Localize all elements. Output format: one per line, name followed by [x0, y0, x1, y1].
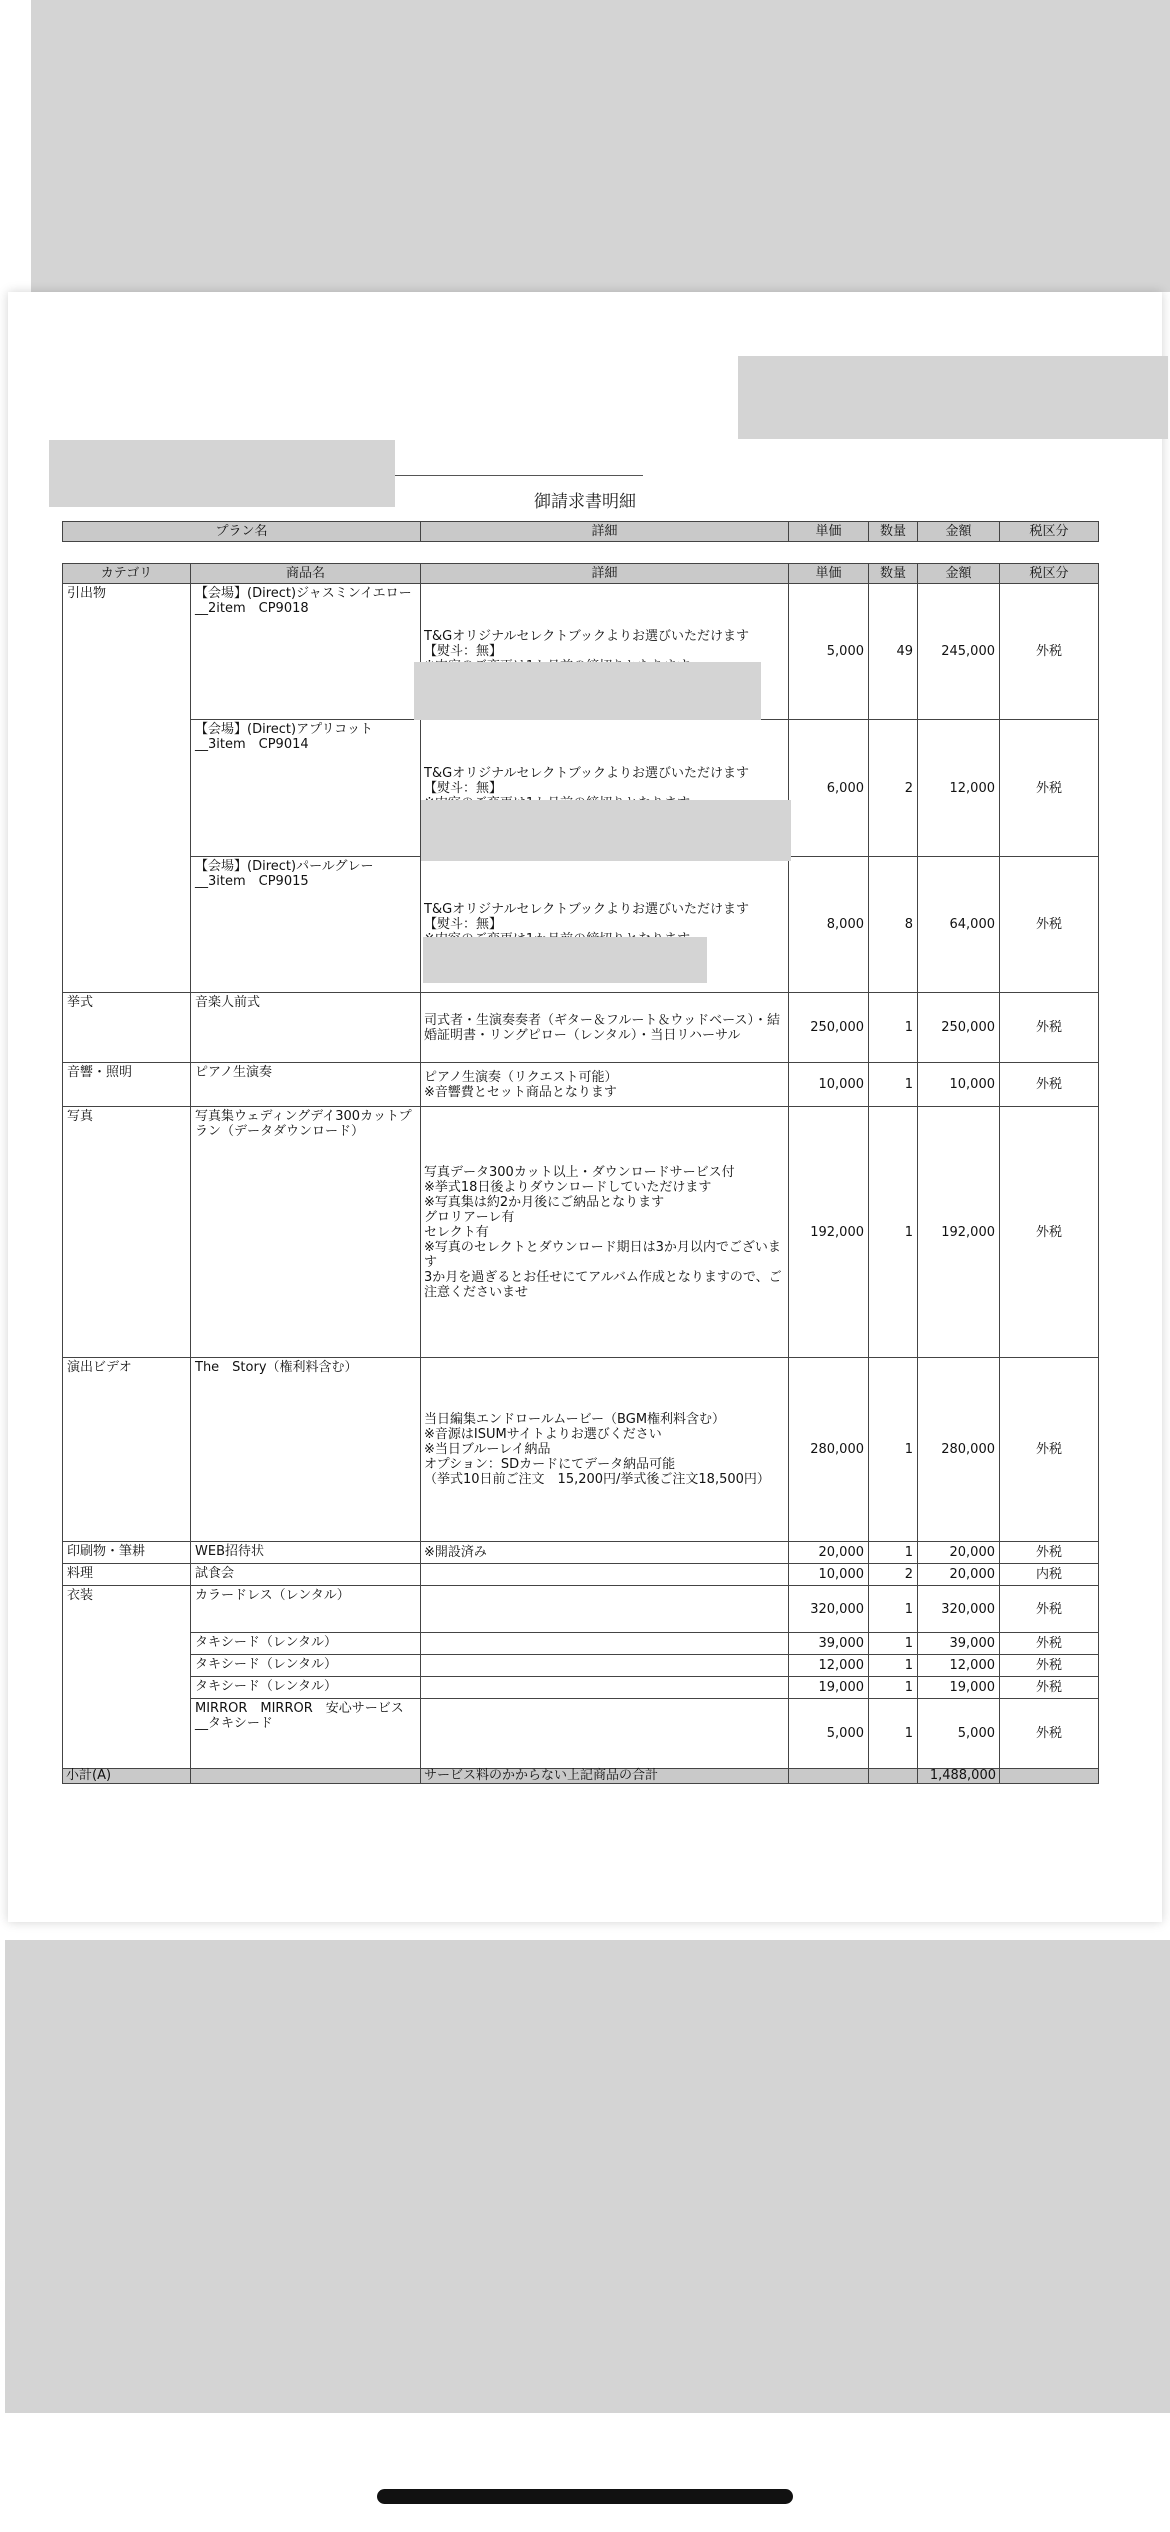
detail-cell [421, 1107, 789, 1358]
subtotal-row [63, 1769, 1099, 1784]
redacted-footer-area [5, 1940, 1170, 2413]
table-row [63, 1358, 1099, 1542]
product-cell: ピアノ生演奏 [191, 1063, 421, 1107]
plan-unit-header: 単価 [789, 522, 869, 542]
quantity-cell: 1 [869, 1699, 918, 1769]
amount-cell: 192,000 [918, 1107, 1000, 1358]
tax-type-header: 税区分 [1000, 564, 1099, 584]
detail-line: T&Gオリジナルセレクトブックよりお選びいただけます [424, 902, 749, 917]
detail-cell [421, 1564, 789, 1586]
detail-cell [421, 993, 789, 1063]
quantity-cell: 8 [869, 857, 918, 993]
amount-cell: 20,000 [918, 1542, 1000, 1564]
unit-price-cell: 192,000 [789, 1107, 869, 1358]
detail-cell [421, 1655, 789, 1677]
plan-tax-header: 税区分 [1000, 522, 1099, 542]
product-cell: タキシード（レンタル） [191, 1655, 421, 1677]
category-header: カテゴリ [63, 564, 191, 584]
detail-line: 写真データ300カット以上・ダウンロードサービス付 [424, 1164, 735, 1180]
product-cell: カラードレス（レンタル） [191, 1586, 421, 1633]
plan-name-header: プラン名 [63, 522, 421, 542]
detail-line: ※音響費とセット商品となります [424, 1084, 617, 1100]
unit-price-cell: 320,000 [789, 1586, 869, 1633]
category-cell: 挙式 [63, 993, 191, 1063]
table-row [63, 1699, 1099, 1769]
redacted-block [423, 937, 707, 983]
document-title: 御請求書明細 [534, 492, 636, 512]
table-row [63, 1677, 1099, 1699]
amount-cell: 12,000 [918, 1655, 1000, 1677]
detail-line: T&Gオリジナルセレクトブックよりお選びいただけます [424, 765, 749, 781]
plan-amount-header: 金額 [918, 522, 1000, 542]
product-cell: タキシード（レンタル） [191, 1677, 421, 1699]
unit-price-cell: 12,000 [789, 1655, 869, 1677]
category-cell: 料理 [63, 1564, 191, 1586]
product-header: 商品名 [191, 564, 421, 584]
unit-price-cell: 19,000 [789, 1677, 869, 1699]
subtotal-label: 小計(A) [63, 1769, 191, 1784]
product-cell: 【会場】(Direct)アプリコット__3item CP9014 [191, 720, 421, 857]
detail-line: ※開設済み [424, 1545, 487, 1560]
amount-cell: 5,000 [918, 1699, 1000, 1769]
tax-type-cell: 外税 [1000, 1586, 1099, 1633]
unit-price-cell: 10,000 [789, 1063, 869, 1107]
detail-cell [421, 1633, 789, 1655]
detail-line: ピアノ生演奏（リクエスト可能） [424, 1069, 618, 1085]
subtotal-amount: 1,488,000 [918, 1769, 1000, 1784]
tax-type-cell: 外税 [1000, 857, 1099, 993]
tax-type-cell: 外税 [1000, 1633, 1099, 1655]
unit-price-cell: 6,000 [789, 720, 869, 857]
detail-line: 【熨斗：無】 [424, 917, 503, 932]
table-row [63, 1063, 1099, 1107]
unit-price-cell: 39,000 [789, 1633, 869, 1655]
product-cell: WEB招待状 [191, 1542, 421, 1564]
detail-line: セレクト有 [424, 1224, 489, 1240]
table-row [63, 1633, 1099, 1655]
tax-type-cell: 内税 [1000, 1564, 1099, 1586]
product-cell: 試食会 [191, 1564, 421, 1586]
table-row [63, 1107, 1099, 1358]
amount-header: 金額 [918, 564, 1000, 584]
product-cell: 写真集ウェディングデイ300カットプラン（データダウンロード） [191, 1107, 421, 1358]
detail-header: 詳細 [421, 564, 789, 584]
detail-cell [421, 1586, 789, 1633]
redacted-block [738, 356, 1168, 439]
tax-type-cell: 外税 [1000, 1699, 1099, 1769]
quantity-cell: 2 [869, 720, 918, 857]
plan-detail-header: 詳細 [421, 522, 789, 542]
tax-type-cell: 外税 [1000, 993, 1099, 1063]
amount-cell: 250,000 [918, 993, 1000, 1063]
amount-cell: 10,000 [918, 1063, 1000, 1107]
product-cell: The Story（権利料含む） [191, 1358, 421, 1542]
detail-line: 【熨斗：無】 [424, 644, 503, 659]
detail-line: オプション：SDカードにてデータ納品可能 [424, 1457, 676, 1472]
plan-qty-header: 数量 [869, 522, 918, 542]
unit-price-cell: 10,000 [789, 1564, 869, 1586]
quantity-cell: 1 [869, 1633, 918, 1655]
detail-line: 当日編集エンドロールムービー（BGM権利料含む） [424, 1412, 726, 1427]
detail-cell [421, 1677, 789, 1699]
amount-cell: 20,000 [918, 1564, 1000, 1586]
quantity-cell: 49 [869, 584, 918, 720]
detail-line: ※挙式18日後よりダウンロードしていただけます [424, 1179, 712, 1195]
unit-price-cell: 280,000 [789, 1358, 869, 1542]
detail-line: 【熨斗：無】 [424, 780, 503, 796]
redacted-header-area [31, 0, 1170, 292]
table-row [63, 1542, 1099, 1564]
item-table [62, 563, 1099, 1784]
tax-type-cell: 外税 [1000, 720, 1099, 857]
table-row [63, 993, 1099, 1063]
table-row [63, 1564, 1099, 1586]
unit-price-cell: 5,000 [789, 584, 869, 720]
category-cell: 印刷物・筆耕 [63, 1542, 191, 1564]
category-cell: 写真 [63, 1107, 191, 1358]
category-cell: 引出物 [63, 584, 191, 993]
product-cell: MIRROR MIRROR 安心サービス__タキシード [191, 1699, 421, 1769]
detail-line: （挙式10日前ご注文 15,200円/挙式後ご注文18,500円） [424, 1472, 770, 1487]
home-indicator[interactable] [377, 2489, 793, 2504]
redacted-block [414, 662, 761, 720]
quantity-header: 数量 [869, 564, 918, 584]
table-row [63, 1586, 1099, 1633]
tax-type-cell: 外税 [1000, 1542, 1099, 1564]
category-cell: 衣装 [63, 1586, 191, 1769]
redacted-block [49, 440, 395, 507]
detail-line: ※写真のセレクトとダウンロード期日は3か月以内でございます [424, 1239, 781, 1270]
detail-cell [421, 1542, 789, 1564]
detail-line: グロリアーレ有 [424, 1209, 515, 1225]
detail-cell [421, 1358, 789, 1542]
unit-price-cell: 8,000 [789, 857, 869, 993]
product-cell: 音楽人前式 [191, 993, 421, 1063]
detail-cell [421, 1063, 789, 1107]
subtotal-note: サービス料のかからない上記商品の合計 [421, 1769, 789, 1784]
amount-cell: 12,000 [918, 720, 1000, 857]
detail-line: ※当日ブルーレイ納品 [424, 1442, 551, 1457]
amount-cell: 19,000 [918, 1677, 1000, 1699]
amount-cell: 64,000 [918, 857, 1000, 993]
detail-cell [421, 1699, 789, 1769]
tax-type-cell: 外税 [1000, 1063, 1099, 1107]
tax-type-cell: 外税 [1000, 1655, 1099, 1677]
title-underline [395, 475, 643, 476]
quantity-cell: 1 [869, 1677, 918, 1699]
quantity-cell: 1 [869, 1107, 918, 1358]
unit-price-header: 単価 [789, 564, 869, 584]
detail-line: ※音源はISUMサイトよりお選びください [424, 1427, 662, 1442]
quantity-cell: 1 [869, 993, 918, 1063]
quantity-cell: 1 [869, 1542, 918, 1564]
quantity-cell: 1 [869, 1358, 918, 1542]
amount-cell: 320,000 [918, 1586, 1000, 1633]
quantity-cell: 1 [869, 1655, 918, 1677]
category-cell: 演出ビデオ [63, 1358, 191, 1542]
redacted-block [421, 800, 791, 861]
detail-line: ※写真集は約2か月後にご納品となります [424, 1194, 665, 1210]
amount-cell: 245,000 [918, 584, 1000, 720]
tax-type-cell: 外税 [1000, 1358, 1099, 1542]
tax-type-cell: 外税 [1000, 1107, 1099, 1358]
unit-price-cell: 20,000 [789, 1542, 869, 1564]
tax-type-cell: 外税 [1000, 584, 1099, 720]
unit-price-cell: 250,000 [789, 993, 869, 1063]
table-row [63, 1655, 1099, 1677]
quantity-cell: 1 [869, 1586, 918, 1633]
quantity-cell: 1 [869, 1063, 918, 1107]
category-cell: 音響・照明 [63, 1063, 191, 1107]
detail-line: 3か月を過ぎるとお任せにてアルバム作成となりますので、ご注意くださいませ [424, 1269, 782, 1300]
amount-cell: 280,000 [918, 1358, 1000, 1542]
tax-type-cell: 外税 [1000, 1677, 1099, 1699]
unit-price-cell: 5,000 [789, 1699, 869, 1769]
quantity-cell: 2 [869, 1564, 918, 1586]
detail-line: 司式者・生演奏奏者（ギター＆フルート＆ウッドベース）・結婚証明書・リングピロー（レンタル）・当日リハーサル [424, 1012, 780, 1043]
plan-header-table [62, 521, 1099, 542]
detail-line: T&Gオリジナルセレクトブックよりお選びいただけます [424, 629, 749, 644]
amount-cell: 39,000 [918, 1633, 1000, 1655]
product-cell: 【会場】(Direct)ジャスミンイエロー__2item CP9018 [191, 584, 421, 720]
product-cell: 【会場】(Direct)パールグレー__3item CP9015 [191, 857, 421, 993]
product-cell: タキシード（レンタル） [191, 1633, 421, 1655]
